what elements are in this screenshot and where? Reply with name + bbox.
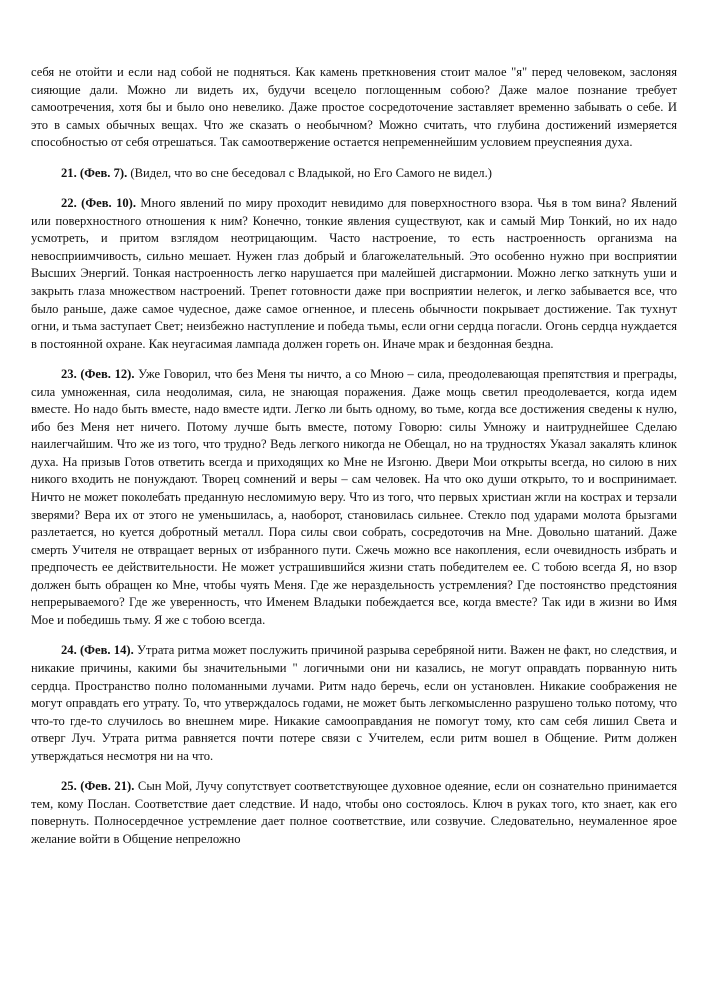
entry-heading: 25. (Фев. 21).	[61, 779, 135, 794]
entry-heading: 22. (Фев. 10).	[61, 196, 137, 211]
entry-text: Сын Мой, Лучу сопутствует соответствующее духовное одеяние, если он сознательно принимается тем, кому Послан. Соответствие дает следствие. И надо, чтобы оно состоялось. Ключ в руках того, кто знает, как его повернуть. Полносердечное устремление дает полное соответствие, или созвучие. Следовательно, неумаленное ярое желание войти в Общение непреложно	[31, 779, 678, 846]
entry-21	[31, 165, 677, 183]
document-page	[31, 64, 677, 861]
entry-24	[31, 642, 677, 765]
entry-heading: 23. (Фев. 12).	[61, 367, 135, 382]
entry-22	[31, 195, 677, 353]
entry-23	[31, 366, 677, 629]
paragraph-continuation	[31, 64, 677, 152]
entry-text: Утрата ритма может послужить причиной разрыва серебряной нити. Важен не факт, но следствия, и никакие причины, какими бы значительными " логичными они ни казались, не могут оправдать порванную нить сердца. Пространство полно поломанными лучами. Ритм надо беречь, если он установлен. Никакие соображения не могут оправдать его утрату. То, что утверждалось годами, не может быть легкомысленно разрушено только потому, что что-то где-то случилось во внешнем мире. Никакие самооправдания не помогут тому, кто сам себя лишил Света и отверг Луч. Утрата ритма равняется почти потере связи с Учителем, если ритм вошел в Общение. Ритм должен утверждаться несмотря ни на что.	[31, 643, 677, 763]
paragraph-text: себя не отойти и если над собой не подняться. Как камень преткновения стоит малое "я" перед человеком, заслоняя сияющие дали. Можно ли видеть их, будучи всецело поглощенным собою? Даже малое познание требует самоотречения, хотя бы и было оно невелико. Даже простое сосредоточение заставляет временно забывать о себе. И это в самых обычных вещах. Что же сказать о необычном? Можно считать, что глубина достижений измеряется способностью от себя отрешаться. Так самоотвержение остается непременнейшим условием преуспеяния духа.	[31, 65, 677, 150]
entry-heading: 24. (Фев. 14).	[61, 643, 134, 658]
entry-text: Много явлений по миру проходит невидимо для поверхностного взора. Чья в том вина? Явлений или поверхностного отношения к ним? Конечно, тонкие явления существуют, как и самый Мир Тонкий, но их надо усмотреть, и притом взглядом неотрицающим. Часто настроение, то есть настроенность организма на невосприимчивость, сильно мешает. Нужен глаз добрый и благожелательный. Это особенно нужно при восприятии Высших Энергий. Тонкая настроенность легко нарушается при малейшей дисгармонии. Можно легко заткнуть уши и закрыть глаза множеством настроений. Трепет готовности даже при восприятии нелегок, и легко забывается все, что было раньше, даже самое чудесное, даже самое огненное, и плесень обычности покрывает достижение. Так тухнут огни, и тьма заступает Свет; неизбежно наступление и победа тьмы, если огни сердца погасли. Огонь сердца нуждается в постоянной охране. Как неугасимая лампада должен гореть он. Иначе мрак и бездонная бездна.	[31, 196, 677, 351]
entry-text: (Видел, что во сне беседовал с Владыкой, но Его Самого не видел.)	[127, 165, 492, 180]
entry-25	[31, 778, 677, 848]
entry-heading: 21. (Фев. 7).	[61, 165, 128, 180]
entry-text: Уже Говорил, что без Меня ты ничто, а со Мною – сила, преодолевающая препятствия и преграды, сила умноженная, сила неодолимая, сила, не знающая поражения. Даже мощь светил преодолевается, когда идем вместе. Но надо быть вместе, надо вместе идти. Легко ли быть одному, во тьме, когда все достижения сведены к нулю, ибо без Меня нет ничего. Потому лучше быть вместе, потому Говорю: силы Умножу и наитруднейшее Сделаю наилегчайшим. Что же из того, что трудно? Ведь легкого никогда не Обещал, но на трудностях Указал закалять клинок духа. На призыв Готов ответить всегда и приходящих ко Мне не Изгоню. Двери Мои открыты всегда, но силою в них никого входить не понуждают. Творец сомнений и веры – сам человек. На что око души открыто, то и воспринимает. Ничто не может поколебать преданную несломимую веру. Что из того, что первых христиан жгли на кострах и терзали зверями? Вера их от этого не уменьшилась, а, наоборот, становилась сильнее. Стекло под ударами молота брызгами разлетается, но куется добротный металл. Пора силы свои собрать, сосредоточив на Мне. Довольно шатаний. Даже смерть Учителя не отвращает верных от избранного пути. Сжечь можно все накопления, если очевидность избрать и предпочесть ее действительности. Не может устрашившийся жизни стать победителем ее. С тобою всегда Я, но взор должен быть обращен ко Мне, чтобы чуять Меня. Где же нераздельность устремления? Где постоянство предстояния непрерываемого? Где же уверенность, что Именем Владыки побеждается все, когда вместе? Так иди в жизни во Имя Мое и победишь тьму. Я же с тобою всегда.	[31, 367, 677, 627]
